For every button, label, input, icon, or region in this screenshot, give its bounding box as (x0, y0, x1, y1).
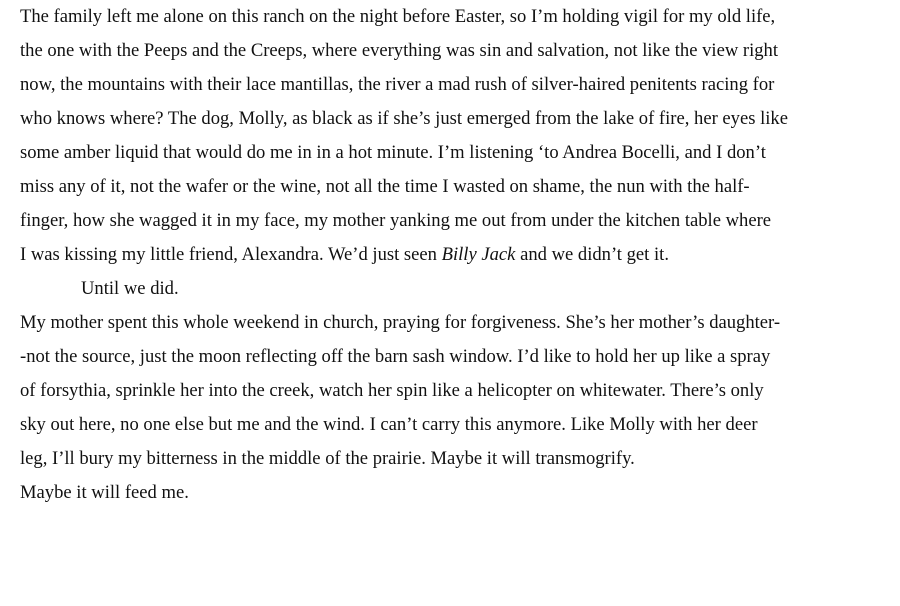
text-segment: I was kissing my little friend, Alexandra. We’d just seen (20, 244, 442, 265)
text-line: the one with the Peeps and the Creeps, where everything was sin and salvation, not like the view right (20, 40, 779, 61)
film-title: Billy Jack (441, 244, 516, 265)
text-line: now, the mountains with their lace mantillas, the river a mad rush of silver-haired penitents racing for (20, 74, 775, 95)
text-line: The family left me alone on this ranch on the night before Easter, so I’m holding vigil for my old life, (20, 6, 776, 27)
text-line: some amber liquid that would do me in in a hot minute. I’m listening ‘to Andrea Bocelli, and I don’t (20, 142, 766, 163)
text-line-with-title (20, 238, 669, 272)
text-line: Maybe it will feed me. (20, 482, 189, 503)
text-segment: and we didn’t get it. (515, 244, 669, 265)
text-line: of forsythia, sprinkle her into the creek, watch her spin like a helicopter on whitewater. There’s only (20, 380, 764, 401)
text-line: finger, how she wagged it in my face, my mother yanking me out from under the kitchen table where (20, 210, 772, 231)
text-line: My mother spent this whole weekend in church, praying for forgiveness. She’s her mother’s daughter- (20, 312, 781, 333)
text-line: -not the source, just the moon reflecting off the barn sash window. I’d like to hold her up like a spray (20, 346, 771, 367)
text-line: miss any of it, not the wafer or the wine, not all the time I wasted on shame, the nun with the half- (20, 176, 750, 197)
text-line: sky out here, no one else but me and the wind. I can’t carry this anymore. Like Molly with her deer (20, 414, 758, 435)
indented-line: Until we did. (81, 278, 179, 299)
text-line: leg, I’ll bury my bitterness in the middle of the prairie. Maybe it will transmogrify. (20, 448, 635, 469)
text-line: who knows where? The dog, Molly, as black as if she’s just emerged from the lake of fire, her eyes like (20, 108, 788, 129)
